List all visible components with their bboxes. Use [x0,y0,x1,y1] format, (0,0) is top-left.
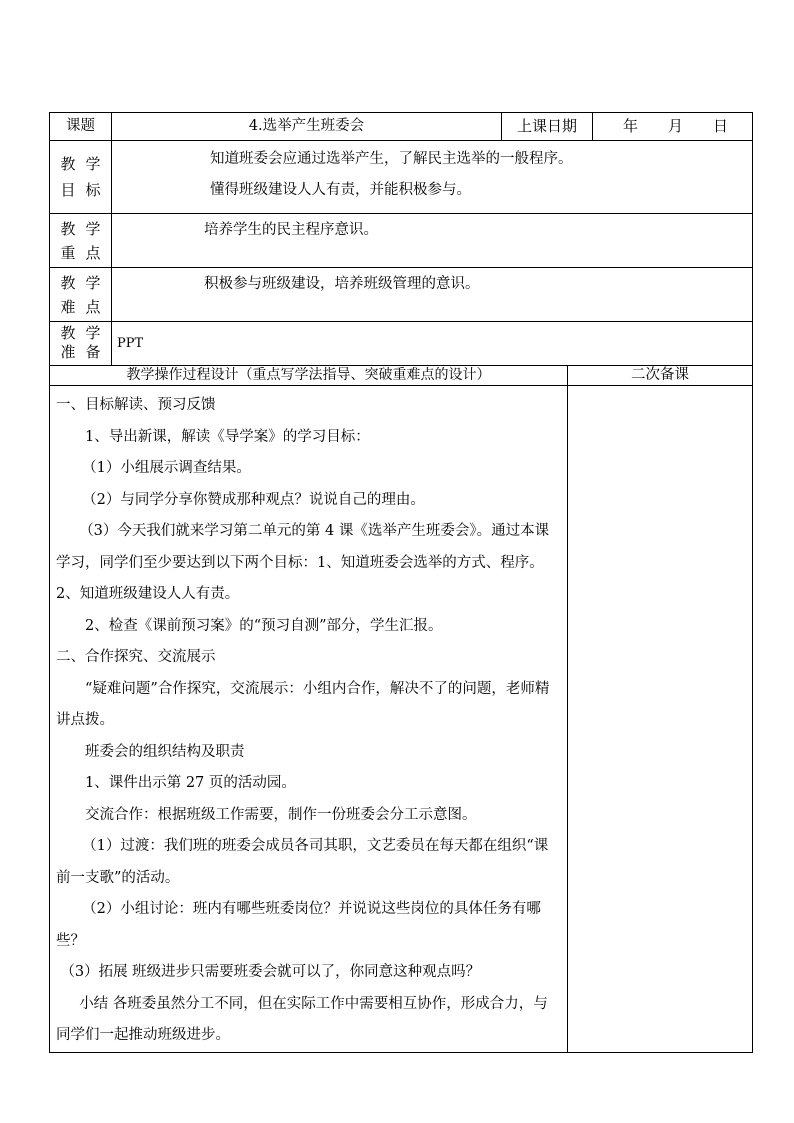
process-body-row [50,386,753,1053]
preparation-label-line2: 准备 [60,343,111,361]
process-paragraph: （3）拓展 班级进步只需要班委会就可以了，你同意这种观点吗？ [60,964,481,980]
process-paragraph: 1、导出新课，解读《导学案》的学习目标： [85,428,370,445]
key-points-label-line2: 重点 [60,244,111,262]
second-prep-content[interactable] [568,386,753,1053]
difficulties-label-line2: 难点 [60,298,111,316]
difficulties-label-line1: 教学 [60,274,111,292]
date-label: 上课日期 [502,113,593,141]
process-paragraph: （3）今天我们就来学习第二单元的第 4 课《选举产生班委会》。通过本课学习，同学们至少要达到以下两个目标：1、知道班委会选举的方式、程序。2、知道班级建设人人有责。 [56,523,550,602]
process-paragraph: 一、目标解读、预习反馈 [56,397,216,413]
process-paragraph: （2）小组讨论：班内有哪些班委岗位？并说说这些岗位的具体任务有哪些？ [56,901,541,949]
process-header: 教学操作过程设计（重点写学法指导、突破重难点的设计） [50,366,568,386]
process-paragraph: 2、检查《课前预习案》的“预习自测”部分，学生汇报。 [85,617,443,634]
process-content [50,386,568,1053]
date-value: 年 月 日 [593,113,753,141]
process-paragraph: 小结 各班委虽然分工不同，但在实际工作中需要相互协作，形成合力，与同学们一起推动班级进步。 [56,995,548,1043]
process-paragraph: 交流合作：根据班级工作需要，制作一份班委会分工示意图。 [85,806,477,823]
key-points-label-line1: 教学 [60,220,111,238]
process-paragraph: 班委会的组织结构及职责 [85,743,245,760]
process-paragraph: 二、合作探究、交流展示 [56,649,216,665]
process-paragraph: （2）与同学分享你赞成那种观点？说说自己的理由。 [82,491,425,508]
difficulties-content: 积极参与班级建设，培养班级管理的意识。 [112,268,753,322]
preparation-label [50,322,112,366]
process-header-row [50,366,753,386]
key-points-row [50,214,753,268]
topic-value: 4.选举产生班委会 [112,113,502,141]
lesson-plan-table [49,112,753,1053]
process-paragraph: 1、课件出示第 27 页的活动园。 [85,775,296,791]
preparation-content: PPT [112,322,753,366]
key-points-content: 培养学生的民主程序意识。 [112,214,753,268]
goal-line-2: 懂得班级建设人人有责，并能积极参与。 [210,182,471,198]
topic-row [50,113,753,141]
goals-label [50,141,112,214]
second-prep-header: 二次备课 [568,366,753,386]
goal-line-1: 知道班委会应通过选举产生，了解民主选举的一般程序。 [210,151,573,167]
process-paragraph: “疑难问题”合作探究，交流展示：小组内合作，解决不了的问题，老师精讲点拨。 [56,680,550,728]
goals-label-line1: 教学 [60,155,111,173]
topic-label: 课题 [50,113,112,141]
key-points-label [50,214,112,268]
goals-row [50,141,753,214]
preparation-row [50,322,753,366]
difficulties-row [50,268,753,322]
difficulties-label [50,268,112,322]
process-paragraph: （1）小组展示调查结果。 [82,460,251,476]
process-paragraph: （1）过渡：我们班的班委会成员各司其职，文艺委员在每天都在组织“课前一支歌”的活动。 [56,838,549,886]
preparation-label-line1: 教学 [60,324,111,342]
goals-label-line2: 目标 [60,181,111,199]
goals-content [112,141,753,214]
